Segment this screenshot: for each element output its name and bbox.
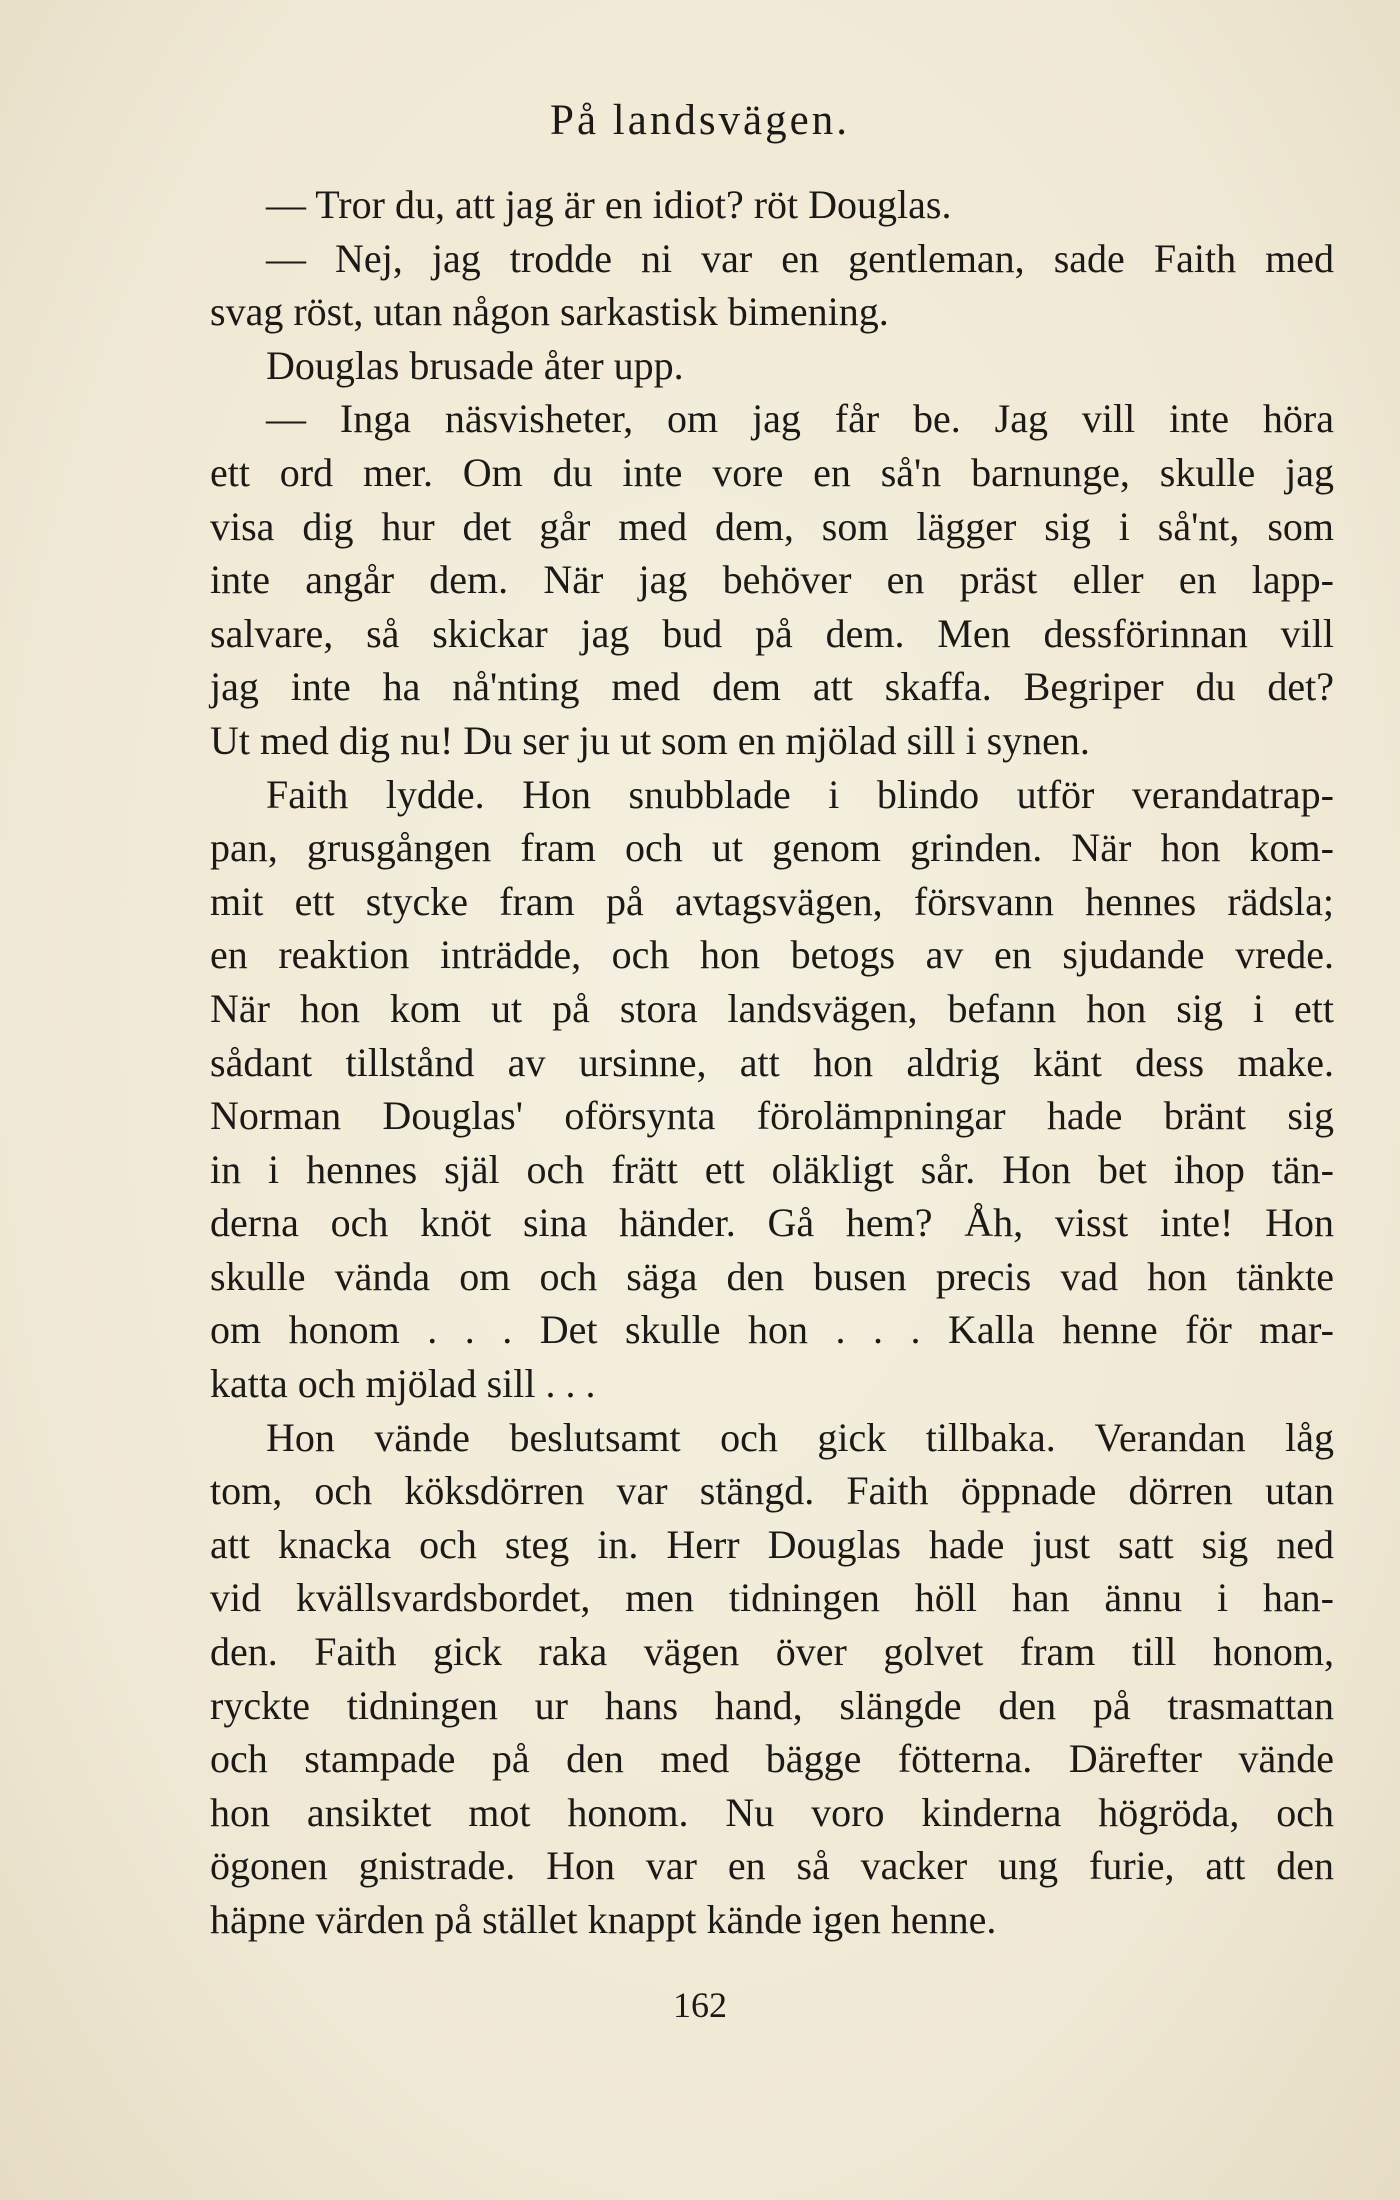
running-head: På landsvägen. bbox=[550, 97, 850, 144]
text-line: — Tror du, att jag är en idiot? röt Douglas. bbox=[266, 182, 952, 227]
text-line: ett ord mer. Om du inte vore en så'n barnunge, skulle jag bbox=[210, 449, 1334, 495]
text-line: skulle vända om och säga den busen precis vad hon tänkte bbox=[210, 1253, 1334, 1299]
text-line: Norman Douglas' oförsynta förolämpningar hade bränt sig bbox=[210, 1093, 1334, 1139]
text-line: visa dig hur det går med dem, som lägger sig i så'nt, som bbox=[210, 503, 1334, 549]
text-line: — Inga näsvisheter, om jag får be. Jag vill inte höra bbox=[266, 396, 1334, 442]
text-line: en reaktion inträdde, och hon betogs av en sjudande vrede. bbox=[210, 932, 1334, 978]
text-line: vid kvällsvardsbordet, men tidningen höll han ännu i han- bbox=[210, 1575, 1334, 1621]
text-line: svag röst, utan någon sarkastisk bimening. bbox=[210, 289, 889, 335]
text-line: inte angår dem. När jag behöver en präst eller en lapp- bbox=[210, 557, 1334, 603]
text-line: jag inte ha nå'nting med dem att skaffa. Begriper du det? bbox=[210, 664, 1334, 710]
text-line: ögonen gnistrade. Hon var en så vacker ung furie, att den bbox=[210, 1843, 1334, 1889]
text-line: mit ett stycke fram på avtagsvägen, försvann hennes rädsla; bbox=[210, 878, 1334, 924]
text-line: — Nej, jag trodde ni var en gentleman, sade Faith med bbox=[266, 235, 1334, 281]
text-line: att knacka och steg in. Herr Douglas hade just satt sig ned bbox=[210, 1521, 1334, 1567]
text-line: och stampade på den med bägge fötterna. Därefter vände bbox=[210, 1736, 1334, 1782]
text-line: Ut med dig nu! Du ser ju ut som en mjölad sill i synen. bbox=[210, 717, 1090, 763]
text-line: katta och mjölad sill . . . bbox=[210, 1361, 596, 1407]
text-line: Douglas brusade åter upp. bbox=[266, 342, 684, 388]
text-line: När hon kom ut på stora landsvägen, befann hon sig i ett bbox=[210, 985, 1334, 1031]
text-line: Faith lydde. Hon snubblade i blindo utför verandatrap- bbox=[266, 771, 1334, 817]
text-line: om honom . . . Det skulle hon . . . Kalla henne för mar- bbox=[210, 1307, 1334, 1353]
text-line: den. Faith gick raka vägen över golvet fram till honom, bbox=[210, 1629, 1334, 1675]
text-line: pan, grusgången fram och ut genom grinden. När hon kom- bbox=[210, 825, 1334, 871]
text-line: hon ansiktet mot honom. Nu voro kinderna högröda, och bbox=[210, 1789, 1334, 1835]
text-line: ryckte tidningen ur hans hand, slängde den på trasmattan bbox=[210, 1682, 1334, 1728]
text-line: salvare, så skickar jag bud på dem. Men dessförinnan vill bbox=[210, 610, 1334, 656]
text-line: derna och knöt sina händer. Gå hem? Åh, visst inte! Hon bbox=[210, 1200, 1334, 1246]
text-line: in i hennes själ och frätt ett oläkligt sår. Hon bet ihop tän- bbox=[210, 1146, 1334, 1192]
text-line: sådant tillstånd av ursinne, att hon aldrig känt dess make. bbox=[210, 1039, 1334, 1085]
body-text bbox=[210, 178, 1334, 1947]
text-line: Hon vände beslutsamt och gick tillbaka. Verandan låg bbox=[266, 1414, 1334, 1460]
page-number: 162 bbox=[673, 1985, 727, 2025]
text-line: häpne värden på stället knappt kände igen henne. bbox=[210, 1897, 997, 1942]
text-line: tom, och köksdörren var stängd. Faith öppnade dörren utan bbox=[210, 1468, 1334, 1514]
